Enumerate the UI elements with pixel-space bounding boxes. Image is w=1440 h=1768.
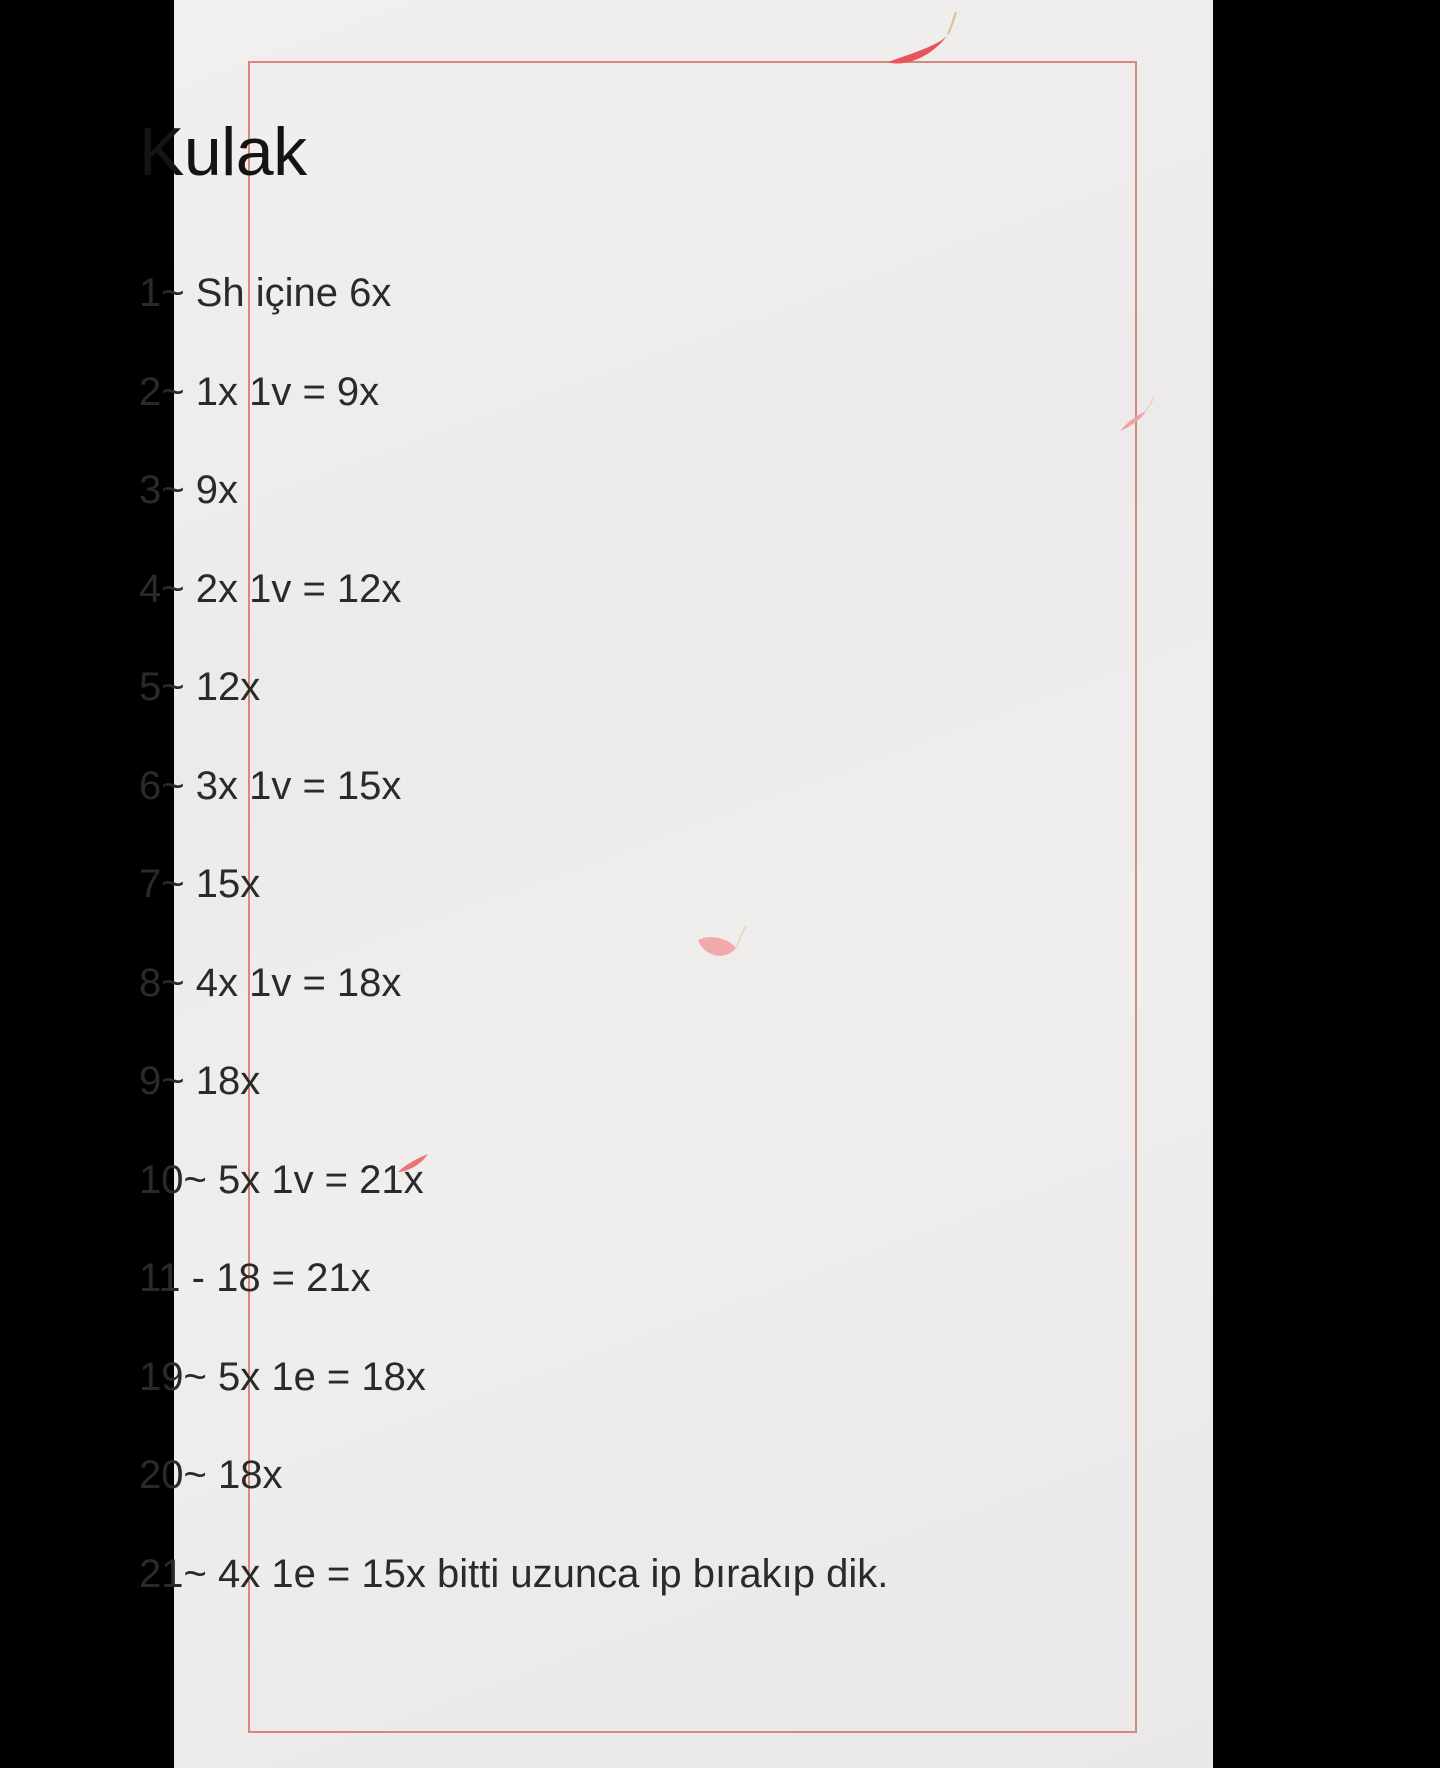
round-row: 3~ 9x	[139, 468, 238, 512]
round-row: 4~ 2x 1v = 12x	[139, 566, 402, 611]
round-row: 1~ Sh içine 6x	[139, 271, 392, 315]
round-row: 11 - 18 = 21x	[139, 1256, 371, 1300]
round-list	[139, 269, 939, 1660]
round-row: 20~ 18x	[139, 1453, 283, 1497]
round-row: 8~ 4x 1v = 18x	[139, 960, 402, 1005]
petal-icon	[1116, 393, 1164, 441]
round-row: 5~ 12x	[139, 665, 261, 709]
round-row: 10~ 5x 1v = 21x	[139, 1157, 424, 1202]
petal-icon	[882, 8, 962, 70]
round-row: 7~ 15x	[139, 862, 261, 906]
round-row: 19~ 5x 1e = 18x	[139, 1354, 426, 1399]
round-row: 21~ 4x 1e = 15x bitti uzunca ip bırakıp dik.	[139, 1551, 889, 1596]
page-title: Kulak	[139, 114, 307, 190]
pattern-content	[139, 114, 939, 1596]
round-row: 2~ 1x 1v = 9x	[139, 369, 380, 414]
round-row: 9~ 18x	[139, 1059, 261, 1103]
round-row: 6~ 3x 1v = 15x	[139, 763, 402, 808]
